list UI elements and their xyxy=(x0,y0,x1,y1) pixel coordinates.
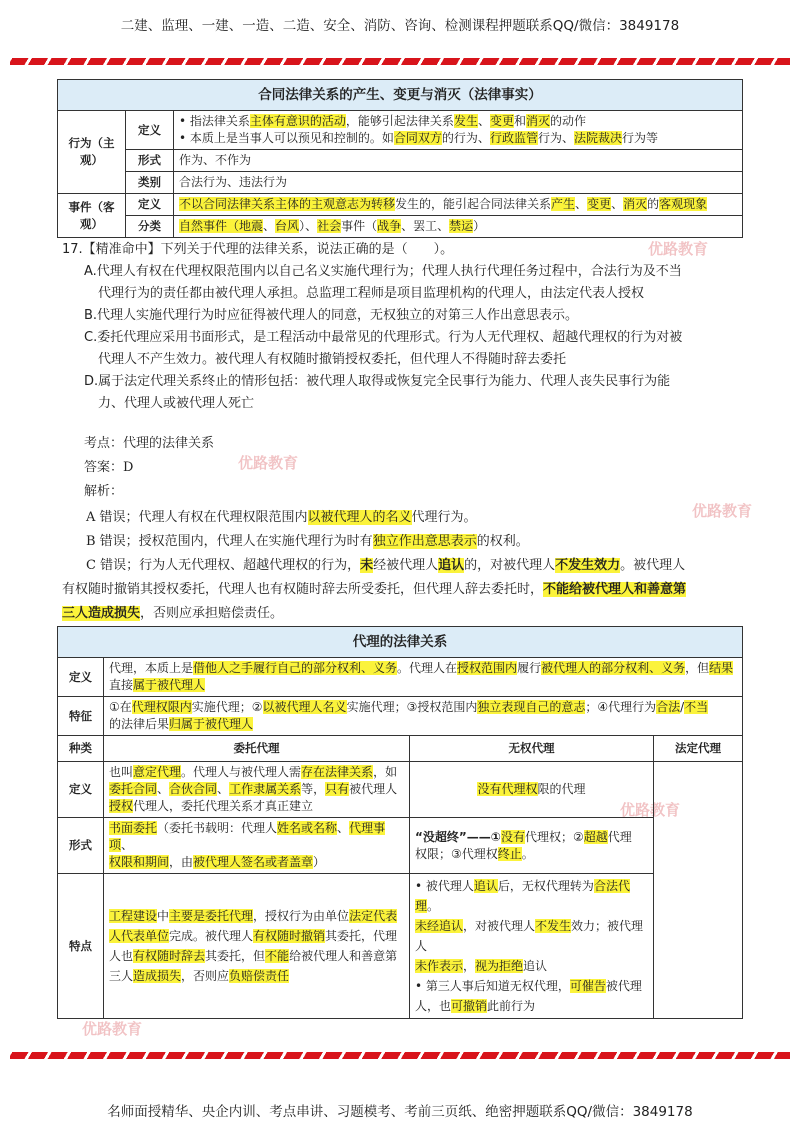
explanation-c: C 错误；行为人无代理权、超越代理权的行为，未经被代理人追认的，对被代理人不发生效力。被代理人 xyxy=(86,558,686,573)
cell-label: 种类 xyxy=(58,736,104,762)
option-b: B.代理人实施代理行为时应征得被代理人的同意，无权独立的对第三人作出意思表示。 xyxy=(84,308,579,323)
explanation-block xyxy=(62,506,752,626)
event-category: 自然事件（地震、台风）、社会事件（战争、罢工、禁运） xyxy=(174,216,743,238)
table-title: 合同法律关系的产生、变更与消灭（法律事实） xyxy=(58,80,743,111)
cell-label: 形式 xyxy=(58,818,104,874)
unauthorized-form: “没超终”——①没有代理权；②超越代理 权限；③代理权终止。 xyxy=(410,818,654,874)
explanation-b: B 错误；授权范围内，代理人在实施代理行为时有独立作出意思表示的权利。 xyxy=(86,534,529,549)
option-c: C.委托代理应采用书面形式，是工程活动中最常见的代理形式。行为人无代理权、超越代理权的行为对被 代理人不产生效力。被代理人有权随时撤销授权委托，但代理人不得随时辞去委托 xyxy=(84,330,683,367)
option-a: A.代理人有权在代理权限范围内以自己名义实施代理行为；代理人执行代理任务过程中，合法行为及不当 代理行为的责任都由被代理人承担。总监理工程师是项目监理机构的代理人，由法定代表人授权 xyxy=(84,264,682,301)
explanation-c-end: 三人造成损失，否则应承担赔偿责任。 xyxy=(62,606,284,621)
cell-label: 类别 xyxy=(126,172,174,194)
unauthorized-definition: 没有代理权限的代理 xyxy=(410,762,654,818)
analysis-label: 解析： xyxy=(84,484,124,499)
cell-label: 定义 xyxy=(126,111,174,150)
row-label-event: 事件（客观） xyxy=(58,194,126,238)
legal-facts-table xyxy=(57,79,743,238)
cell-label: 特征 xyxy=(58,697,104,736)
entrust-features: 工程建设中主要是委托代理，授权行为由单位法定代表 人代表单位完成。被代理人有权随时撤销其委托，代理 人也有权随时辞去其委托，但不能给被代理人和善意第 三人造成损失，否则应负赔偿责任 xyxy=(104,874,410,1019)
question-stem: 17.【精准命中】下列关于代理的法律关系，说法正确的是（ ）。 xyxy=(62,242,454,257)
watermark-logo: 优路教育 xyxy=(82,1020,143,1038)
cell-label: 定义 xyxy=(58,658,104,697)
header-stripe xyxy=(10,58,790,65)
cell-label: 分类 xyxy=(126,216,174,238)
option-d: D.属于法定代理关系终止的情形包括：被代理人取得或恢复完全民事行为能力、代理人丧失民事行为能 力、代理人或被代理人死亡 xyxy=(84,374,671,411)
agency-features: ①在代理权限内实施代理；②以被代理人名义实施代理；③授权范围内独立表现自己的意志；④代理行为合法/不当 的法律后果归属于被代理人 xyxy=(104,697,743,736)
agency-table xyxy=(57,626,743,1019)
column-header-legal: 法定代理 xyxy=(654,736,743,762)
act-definition: • 指法律关系主体有意识的活动，能够引起法律关系发生、变更和消灭的动作 • 本质上是当事人可以预见和控制的。如合同双方的行为、行政监管行为、法院裁决行为等 xyxy=(174,111,743,150)
explanation-c-cont: 有权随时撤销其授权委托，代理人也有权随时辞去所受委托，但代理人辞去委托时，不能给被代理人和善意第 xyxy=(62,582,687,597)
act-kind: 合法行为、违法行为 xyxy=(174,172,743,194)
cell-label: 定义 xyxy=(58,762,104,818)
page-footer: 名师面授精华、央企内训、考点串讲、习题模考、考前三页纸、绝密押题联系QQ/微信：3849178 xyxy=(107,1104,693,1120)
watermark-logo: 优路教育 xyxy=(620,801,681,819)
cell-label: 形式 xyxy=(126,150,174,172)
legal-agency-cell xyxy=(654,762,743,1019)
watermark-logo: 优路教育 xyxy=(648,240,709,258)
watermark-logo: 优路教育 xyxy=(692,502,753,520)
act-form: 作为、不作为 xyxy=(174,150,743,172)
test-point: 考点：代理的法律关系 xyxy=(84,436,215,451)
row-label-act: 行为（主观） xyxy=(58,111,126,194)
unauthorized-features: • 被代理人追认后，无权代理转为合法代理。 未经追认，对被代理人不发生效力；被代理人 未作表示，视为拒绝追认 • 第三人事后知道无权代理，可催告被代理 人，也可撤销此前行为 xyxy=(410,874,654,1019)
page-header: 二建、监理、一建、一造、二造、安全、消防、咨询、检测课程押题联系QQ/微信：3849178 xyxy=(120,18,680,34)
column-header-entrust: 委托代理 xyxy=(104,736,410,762)
entrust-form: 书面委托（委托书载明：代理人姓名或名称、代理事项、 权限和期间，由被代理人签名或者盖章） xyxy=(104,818,410,874)
table-title: 代理的法律关系 xyxy=(58,627,743,658)
column-header-unauthorized: 无权代理 xyxy=(410,736,654,762)
entrust-definition: 也叫意定代理。代理人与被代理人需存在法律关系，如 委托合同、合伙合同、工作隶属关系等，只有被代理人 授权代理人，委托代理关系才真正建立 xyxy=(104,762,410,818)
explanation-a: A 错误；代理人有权在代理权限范围内以被代理人的名义代理行为。 xyxy=(86,510,477,525)
footer-stripe xyxy=(10,1052,790,1059)
answer-block xyxy=(84,432,754,504)
question-block xyxy=(62,239,752,415)
event-definition: 不以合同法律关系主体的主观意志为转移发生的，能引起合同法律关系产生、变更、消灭的客观现象 xyxy=(174,194,743,216)
agency-definition: 代理，本质上是借他人之手履行自己的部分权利、义务。代理人在授权范围内履行被代理人的部分权利、义务，但结果 直接属于被代理人 xyxy=(104,658,743,697)
cell-label: 特点 xyxy=(58,874,104,1019)
answer: 答案：D xyxy=(84,460,134,475)
watermark-logo: 优路教育 xyxy=(238,454,299,472)
cell-label: 定义 xyxy=(126,194,174,216)
